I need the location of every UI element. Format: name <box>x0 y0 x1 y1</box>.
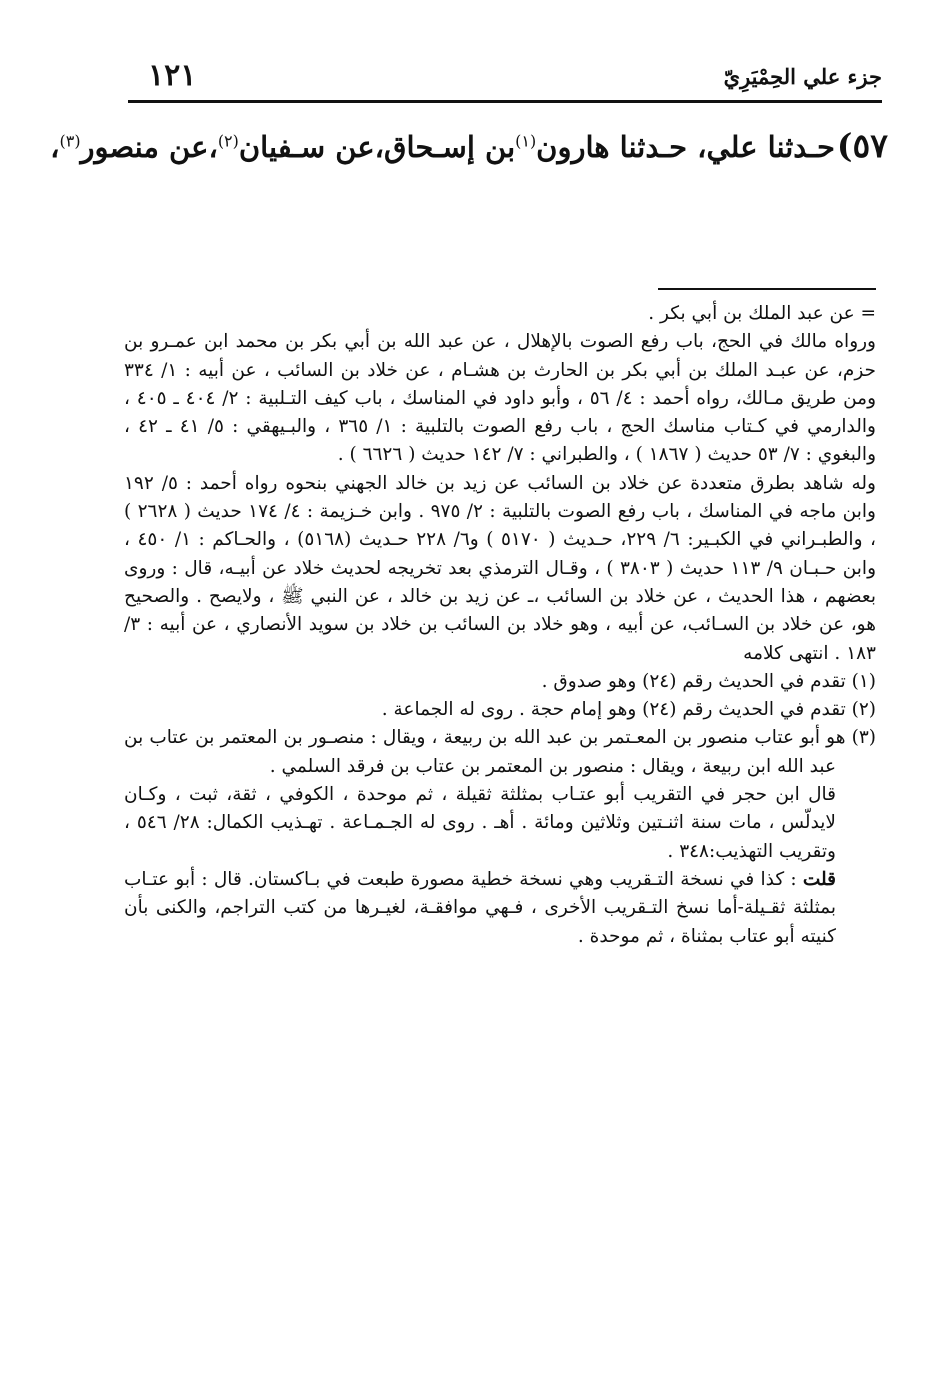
page-header <box>128 58 882 98</box>
footnote-ref-1[interactable]: (١) <box>515 131 537 151</box>
footnotes-separator <box>658 288 876 290</box>
hadith-text-3: ،عن منصور <box>80 130 218 164</box>
footnote-ref-3[interactable]: (٣) <box>59 131 81 151</box>
hadith-text-4: ، <box>50 130 60 164</box>
footnotes-section <box>124 300 876 951</box>
footnote-ref-2[interactable]: (٢) <box>217 131 239 151</box>
continuation-line: = عن عبد الملك بن أبي بكر . <box>648 303 876 324</box>
footnote-3-taqrib: قال ابن حجر في التقريب أبو عتـاب بمثلثة ثقيلة ، ثم موحدة ، الكوفي ، ثقة، ثبت ، وكـان لايدلّس ، مات سنة اثنـتين وثلاثين ومائة . أهـ . روى له الجـمـاعة . تهـذيب الكمال: ٢٨/ ٥٤٦ ، وتقريب التهذيب:٣٤٨ . <box>124 784 836 862</box>
continuation-paragraph: ورواه مالك في الحج، باب رفع الصوت بالإهلال ، عن عبد الله بن أبي بكر بن محمد ابن عمـرو بن حزم، عن عبـد الملك بن أبي بكر بن الحارث بن هشـام ، عن خلاد بن السائب ، عن أبيه : ١/ ٣٣٤ ومن طريق مـالك، رواه أحمد : ٤/ ٥٦ ، وأبو داود في المناسك ، باب كيف التـلبية : ٢/ ٤٠٤ ـ ٤٠٥ ، والدارمي في كـتاب مناسك الحج ، باب رفع الصوت بالتلبية : ١/ ٣٦٥ ، والبـيهقي : ٥/ ٤١ ـ ٤٢ ، والبغوي : ٧/ ٥٣ حديث ( ١٨٦٧ ) ، والطبراني : ٧/ ١٤٢ حديث ( ٦٦٢٦ ) . <box>124 331 877 466</box>
hadith-text-2: بن إسـحاق،عن سـفيان <box>238 130 516 164</box>
page-number: ١٢١ <box>148 58 197 93</box>
hadith-number: ٥٧) <box>836 126 888 165</box>
qult-text: : كذا في نسخة التـقريب وهي نسخة خطية مصورة طبعت في بـاكستان. قال : أبو عتـاب بمثلثة ثقـيلة-أما نسخ التـقريب الأخرى ، فـهي موافقـة، لغيـرها من كتب التراجم، والكنى بأن كنيته أبو عتاب بمثناة ، ثم موحدة . <box>124 868 836 947</box>
header-rule <box>128 100 882 103</box>
footnote-3: (٣) هو أبو عتاب منصور بن المعـتمر بن عبد الله بن ربيعة ، ويقال : منصـور بن المعتمر بن عتاب بن عبد الله ابن ربيعة ، ويقال : منصور بن المعتمر بن عتاب بن فرقد السلمي . <box>124 727 876 777</box>
hadith-57 <box>50 120 888 173</box>
shahid-paragraph: وله شاهد بطرق متعددة عن خلاد بن السائب عن زيد بن خالد الجهني بنحوه رواه أحمد : ٥/ ١٩٢ وابن ماجه في المناسك ، باب رفع الصوت بالتلبية : ٢/ ٩٧٥ . وابن خـزيمة : ٤/ ١٧٤ حديث ( ٢٦٢٨ ) ، والطبـراني في الكبـير: ٦/ ٢٢٩، حـديث ( ٥١٧٠ ) و٦/ ٢٢٨ حـديث (٥١٦٨) ، والحـاكم : ١/ ٤٥٠ ، وابن حـبـان ٩/ ١١٣ حديث ( ٣٨٠٣ ) ، وقـال الترمذي بعد تخريجه لحديث خلاد عن أبيـه، قال : وروى بعضهم ، هذا الحديث ، عن خلاد بن السائب ،ـ عن زيد بن خالد ، عن النبي ﷺ ، ولايصح . والصحيح هو، عن خلاد بن السـائب، عن أبيه ، وهو خلاد بن السائب بن خلاد بن سويد الأنصاري ، عن أبيه : ٣/ ١٨٣ . انتهى كلامه <box>124 472 877 664</box>
footnote-3-qult <box>124 866 876 951</box>
book-title: جزء علي الحِمْيَرِيّ <box>723 64 882 89</box>
footnote-1: (١) تقدم في الحديث رقم (٢٤) وهو صدوق . <box>541 670 876 692</box>
footnote-2: (٢) تقدم في الحديث رقم (٢٤) وهو إمام حجة . روى له الجماعة . <box>381 699 876 721</box>
qult-label: قلت <box>802 868 836 890</box>
hadith-text-1: حـدثنا علي، حـدثنا هارون <box>536 130 835 164</box>
